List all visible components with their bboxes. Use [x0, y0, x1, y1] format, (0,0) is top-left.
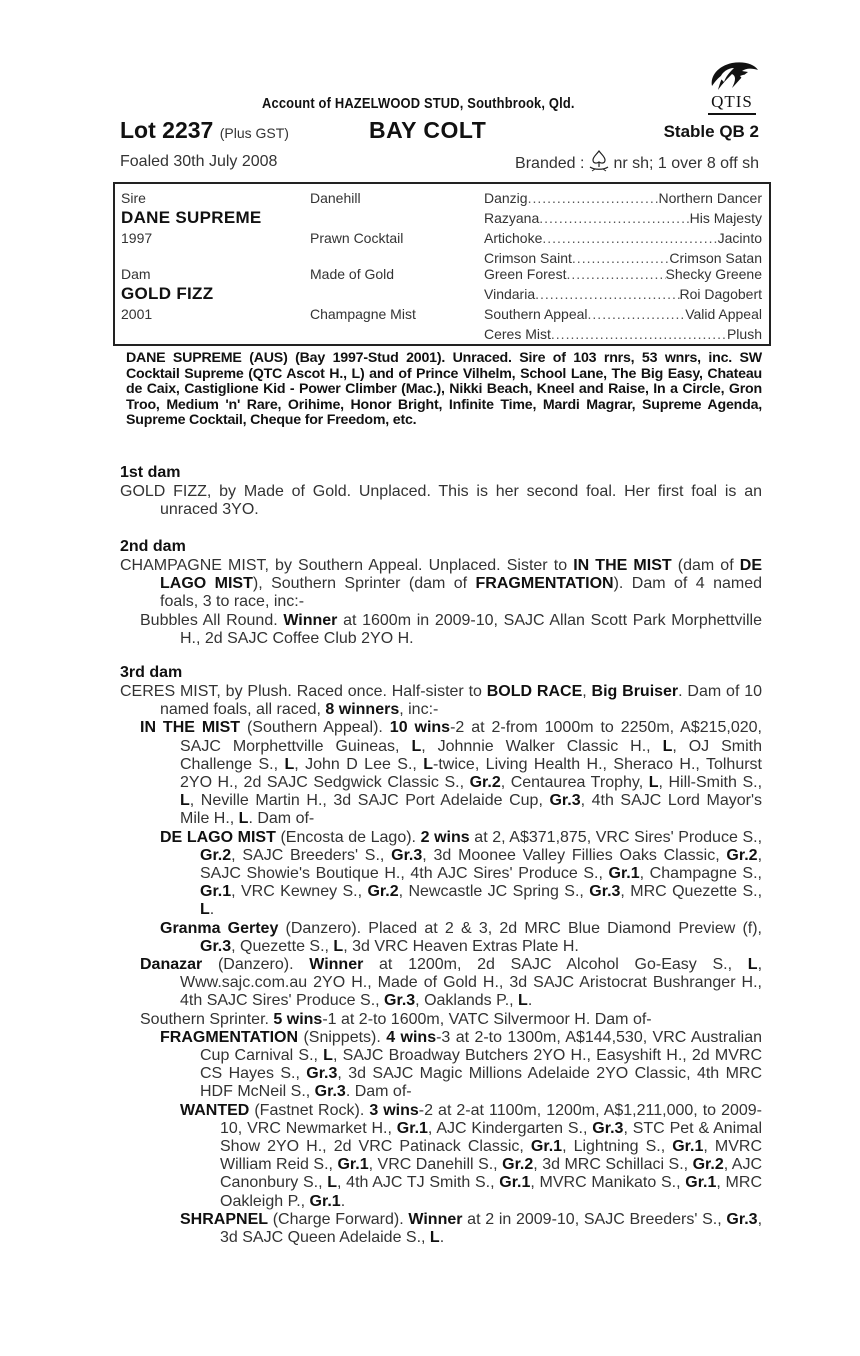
horse-description: BAY COLT: [369, 117, 487, 143]
first-dam-section: [120, 464, 762, 519]
section-title: 1st dam: [120, 464, 181, 481]
progeny-entry-danazar: Danazar (Danzero). Winner at 1200m, 2d SAJC Alcohol Go-Easy S., L, Www.sajc.com.au 2YO H., Made of Gold H., 3d SAJC Aristocrat Bushranger H., 4th SAJC Sires' Produce S., Gr.3, Oaklands P., L.: [140, 956, 763, 1010]
pedigree-grandparents-column: [310, 188, 480, 324]
dam-dam: Champagne Mist: [310, 306, 416, 322]
ancestor-row: Vindaria ..... Roi Dagobert: [484, 284, 762, 304]
dam-sire: Made of Gold: [310, 266, 395, 282]
qtis-logo-text: QTIS: [711, 92, 753, 111]
section-title: 2nd dam: [120, 538, 186, 555]
sire-summary: DANE SUPREME (AUS) (Bay 1997-Stud 2001). Unraced. Sire of 103 rnrs, 53 wnrs, inc. SW Cocktail Supreme (QTC Ascot H., L) and of Prince Vilhelm, School Lane, The Big Easy, Chateau de Caix, Castiglione Kid - Power Climber (Mac.), Nikki Beach, Kneel and Raise, In a Circle, Gron Troo, Medium 'n' Rare, Orihime, Honor Bright, Infinite Time, Mardi Magrar, Supreme Agenda, Supreme Cocktail, Cheque for Freedom, etc.: [126, 350, 762, 429]
ancestor-row: Crimson Saint ..... Crimson Satan: [484, 248, 762, 268]
first-dam-text: GOLD FIZZ, by Made of Gold. Unplaced. This is her second foal. Her first foal is an unraced 3YO.: [120, 483, 762, 519]
progeny-entry-shrapnel: SHRAPNEL (Charge Forward). Winner at 2 in 2009-10, SAJC Breeders' S., Gr.3, 3d SAJC Queen Adelaide S., L.: [180, 1210, 763, 1247]
third-dam-section: [120, 664, 762, 1247]
sire-label: Sire: [121, 190, 146, 206]
qtis-logo: [702, 58, 762, 116]
sire-name: DANE SUPREME: [121, 208, 262, 227]
third-dam-intro: CERES MIST, by Plush. Raced once. Half-sister to BOLD RACE, Big Bruiser. Dam of 10 named foals, all raced, 8 winners, inc:-: [120, 683, 763, 719]
progeny-entry: Bubbles All Round. Winner at 1600m in 2009-10, SAJC Allan Scott Park Morphettville H., 2d SAJC Coffee Club 2YO H.: [140, 611, 762, 647]
brand-mark-icon: [588, 149, 610, 171]
qtis-emblem-icon: [702, 58, 762, 94]
logo-underline: [708, 113, 756, 115]
progeny-entry-fragmentation: FRAGMENTATION (Snippets). 4 wins-3 at 2-to 1300m, A$144,530, VRC Australian Cup Carnival S., L, SAJC Broadway Butchers 2YO H., Easyshift H., 2d MVRC CS Hayes S., Gr.3, 3d SAJC Magic Millions Adelaide 2YO Classic, 4th MRC HDF McNeil S., Gr.3. Dam of-: [160, 1028, 763, 1101]
second-dam-text: CHAMPAGNE MIST, by Southern Appeal. Unplaced. Sister to IN THE MIST (dam of DE LAGO MIST), Southern Sprinter (dam of FRAGMENTATION). Dam of 4 named foals, 3 to race, inc:-: [120, 557, 763, 611]
ancestor-row: Danzig ..... Northern Dancer: [484, 188, 762, 208]
lot-label: Lot 2237: [120, 117, 214, 143]
pedigree-great-grandparents-column: [484, 188, 762, 344]
dam-year: 2001: [121, 306, 153, 322]
section-title: 3rd dam: [120, 664, 183, 681]
second-dam-section: [120, 538, 762, 648]
ancestor-row: Ceres Mist ..... Plush: [484, 324, 762, 344]
sire-sire: Danehill: [310, 190, 361, 206]
lot-number: [120, 117, 289, 144]
lot-gst-note: (Plus GST): [219, 125, 289, 141]
branded-detail: nr sh; 1 over 8 off sh: [613, 155, 759, 172]
ancestor-row: Southern Appeal ..... Valid Appeal: [484, 304, 762, 324]
branded-info: [515, 153, 759, 173]
dam-name: GOLD FIZZ: [121, 284, 214, 303]
sire-dam: Prawn Cocktail: [310, 230, 404, 246]
dam-label: Dam: [121, 266, 151, 282]
progeny-entry-granma-gertey: Granma Gertey (Danzero). Placed at 2 & 3, 2d MRC Blue Diamond Preview (f), Gr.3, Quezette S., L, 3d VRC Heaven Extras Plate H.: [160, 919, 762, 955]
progeny-entry-southern-sprinter: Southern Sprinter. 5 wins-1 at 2-to 1600m, VATC Silvermoor H. Dam of-: [140, 1010, 652, 1028]
progeny-entry-in-the-mist: IN THE MIST (Southern Appeal). 10 wins-2 at 2-from 1000m to 2250m, A$215,020, SAJC Morphettville Guineas, L, Johnnie Walker Classic H., L, OJ Smith Challenge S., L, John D Lee S., L-twice, Living Health H., Sheraco H., Tolhurst 2YO H., 2d SAJC Sedgwick Classic S., Gr.2, Centaurea Trophy, L, Hill-Smith S., L, Neville Martin H., 3d SAJC Port Adelaide Cup, Gr.3, 4th SAJC Lord Mayor's Mile H., L. Dam of-: [140, 719, 763, 828]
pedigree-table: [113, 182, 771, 346]
sire-year: 1997: [121, 230, 153, 246]
progeny-entry-de-lago-mist: DE LAGO MIST (Encosta de Lago). 2 wins at 2, A$371,875, VRC Sires' Produce S., Gr.2, SAJC Breeders' S., Gr.3, 3d Moonee Valley Fillies Oaks Classic, Gr.2, SAJC Showie's Boutique H., 4th AJC Sires' Produce S., Gr.1, Champagne S., Gr.1, VRC Kewney S., Gr.2, Newcastle JC Spring S., Gr.3, MRC Quezette S., L.: [160, 828, 763, 919]
ancestor-row: Green Forest ..... Shecky Greene: [484, 264, 762, 284]
ancestor-row: Razyana ..... His Majesty: [484, 208, 762, 228]
vendor-account: Account of HAZELWOOD STUD, Southbrook, Qld.: [262, 95, 575, 112]
branded-label: Branded :: [515, 155, 585, 172]
pedigree-parents-column: [121, 188, 301, 324]
ancestor-row: Artichoke ..... Jacinto: [484, 228, 762, 248]
progeny-entry-wanted: WANTED (Fastnet Rock). 3 wins-2 at 2-at 1100m, 1200m, A$1,211,000, to 2009-10, VRC Newmarket H., Gr.1, AJC Kindergarten S., Gr.3, STC Pet & Animal Show 2YO H., 2d VRC Patinack Classic, Gr.1, Lightning S., Gr.1, MVRC William Reid S., Gr.1, VRC Danehill S., Gr.2, 3d MRC Schillaci S., Gr.2, AJC Canonbury S., L, 4th AJC TJ Smith S., Gr.1, MVRC Manikato S., Gr.1, MRC Oakleigh P., Gr.1.: [180, 1101, 763, 1210]
stable-location: Stable QB 2: [663, 122, 759, 141]
foaled-date: Foaled 30th July 2008: [120, 153, 278, 170]
